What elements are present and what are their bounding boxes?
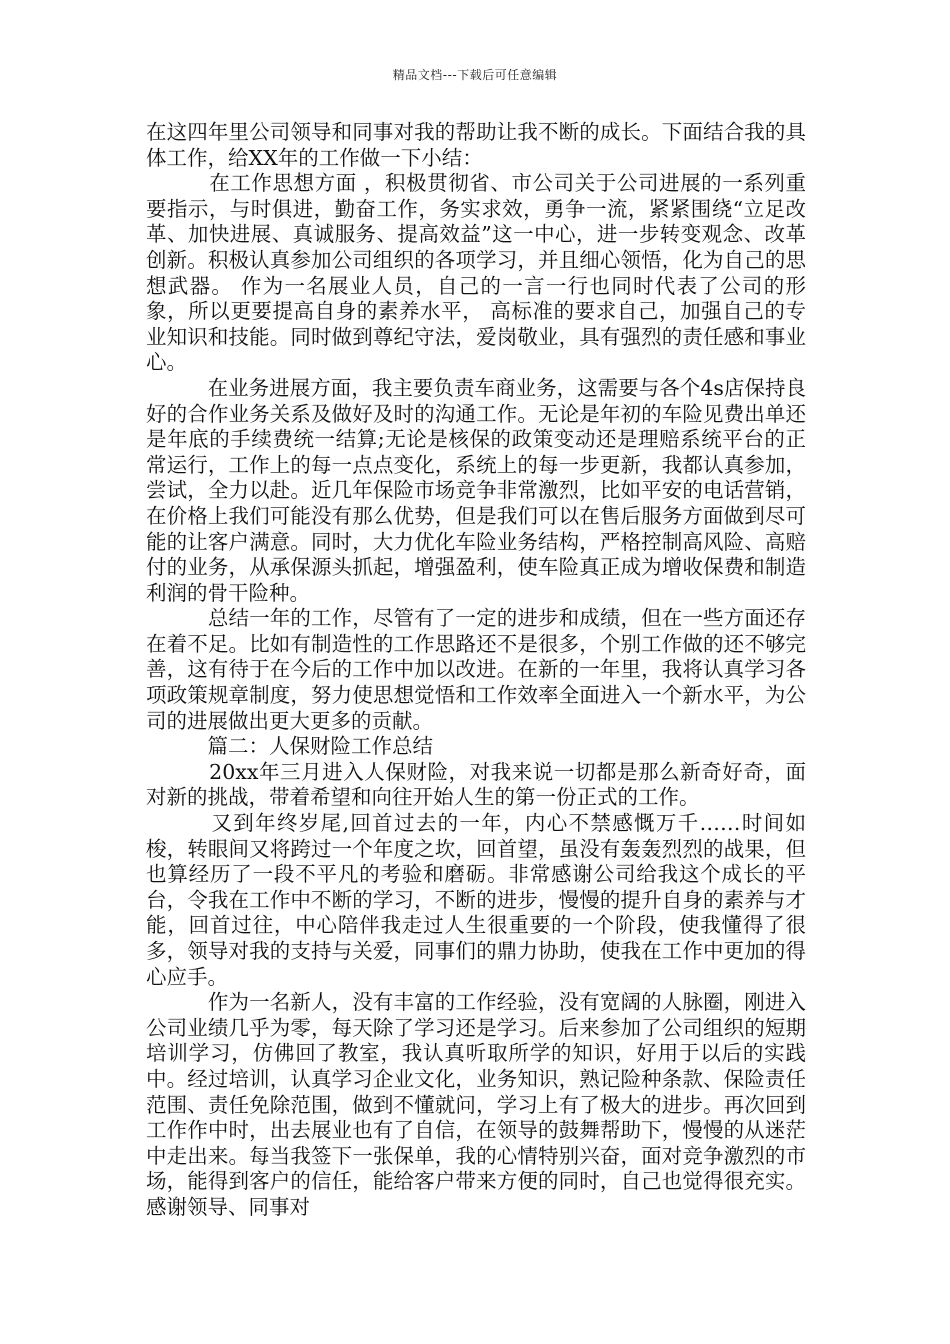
document-body [146,120,806,1221]
paragraph: 又到年终岁尾,回首过去的一年，内心不禁感慨万千……时间如梭，转眼间又将跨过一个年度之坎，回首望，虽没有轰轰烈烈的战果，但也算经历了一段不平凡的考验和磨砺。非常感谢公司给我这个成长的平台，令我在工作中不断的学习，不断的进步，慢慢的提升自身的素养与才能，回首过往，中心陪伴我走过人生很重要的一个阶段，使我懂得了很多，领导对我的支持与关爱，同事们的鼎力协助，使我在工作中更加的得心应手。 [146,811,806,989]
paragraph: 作为一名新人，没有丰富的工作经验，没有宽阔的人脉圈，刚进入公司业绩几乎为零，每天除了学习还是学习。后来参加了公司组织的短期培训学习，仿佛回了教室，我认真听取所学的知识，好用于以后的实践中。经过培训，认真学习企业文化，业务知识，熟记险种条款、保险责任范围、责任免除范围，做到不懂就问，学习上有了极大的进步。再次回到工作作中时，出去展业也有了自信，在领导的鼓舞帮助下，慢慢的从迷茫中走出来。每当我签下一张保单，我的心情特别兴奋，面对竞争激烈的市场，能得到客户的信任，能给客户带来方便的同时，自己也觉得很充实。感谢领导、同事对 [146,990,806,1219]
paragraph: 总结一年的工作，尽管有了一定的进步和成绩，但在一些方面还存在着不足。比如有制造性的工作思路还不是很多，个别工作做的还不够完善，这有待于在今后的工作中加以改进。在新的一年里，我将认真学习各项政策规章制度，努力使思想觉悟和工作效率全面进入一个新水平，为公司的进展做出更大更多的贡献。 [146,606,806,733]
paragraph: 20xx年三月进入人保财险，对我来说一切都是那么新奇好奇，面对新的挑战，带着希望和向往开始人生的第一份正式的工作。 [146,759,806,810]
page-header: 精品文档---下载后可任意编辑 [392,68,558,82]
section-heading: 篇二：人保财险工作总结 [146,734,433,759]
paragraph: 在工作思想方面 ，积极贯彻省、市公司关于公司进展的一系列重要指示，与时俱进，勤奋工作，务实求效，勇争一流，紧紧围绕“立足改革、加快进展、真诚服务、提高效益”这一中心，进一步转变观念、改革创新。积极认真参加公司组织的各项学习，并且细心领悟，化为自己的思想武器。 作为一名展业人员，自己的一言一行也同时代表了公司的形象，所以更要提高自身的素养水平， 高标准的要求自己，加强自己的专业知识和技能。同时做到尊纪守法，爱岗敬业，具有强烈的责任感和事业心。 [146,171,806,375]
paragraph: 在业务进展方面，我主要负责车商业务，这需要与各个4s店保持良好的合作业务关系及做好及时的沟通工作。无论是年初的车险见费出单还是年底的手续费统一结算;无论是核保的政策变动还是理赔系统平台的正常运行，工作上的每一点点变化，系统上的每一步更新，我都认真参加，尝试，全力以赴。近几年保险市场竞争非常激烈，比如平安的电话营销，在价格上我们可能没有那么优势，但是我们可以在售后服务方面做到尽可能的让客户满意。同时，大力优化车险业务结构，严格控制高风险、高赔付的业务，从承保源头抓起，增强盈利，使车险真正成为增收保费和制造利润的骨干险种。 [146,375,806,605]
paragraph: 在这四年里公司领导和同事对我的帮助让我不断的成长。下面结合我的具体工作，给XX年的工作做一下小结： [146,120,806,170]
